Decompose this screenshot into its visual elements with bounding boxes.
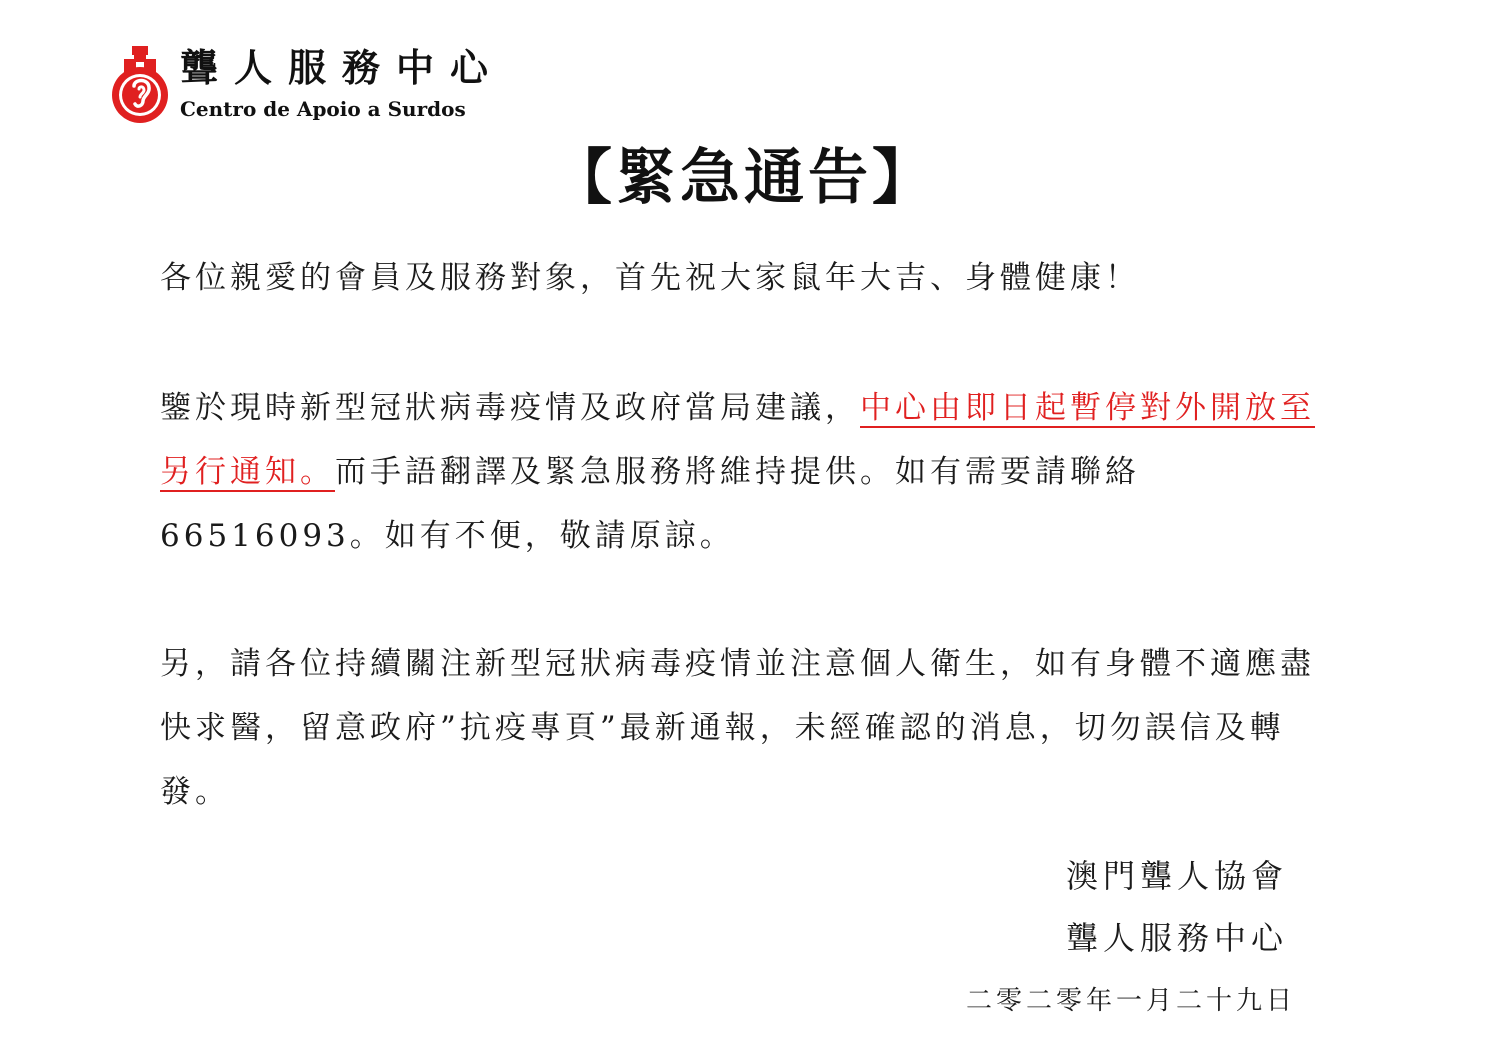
signature-org-center: 聾人服務中心 <box>1065 919 1288 957</box>
greeting-paragraph: 各位親愛的會員及服務對象，首先祝大家鼠年大吉、身體健康！ <box>160 260 1140 296</box>
logo-name-chinese: 聾人服務中心 <box>180 46 505 90</box>
closure-intro-text: 鑒於現時新型冠狀病毒疫情及政府當局建議， <box>160 390 860 426</box>
organization-logo <box>110 42 510 127</box>
notice-date: 二零二零年一月二十九日 <box>965 986 1296 1016</box>
logo-name-portuguese: Centro de Apoio a Surdos <box>180 97 466 121</box>
signature-org-association: 澳門聾人協會 <box>1065 857 1288 895</box>
notice-title: 【緊急通告】 <box>552 143 936 213</box>
ear-tower-logo-icon <box>110 46 170 124</box>
closure-highlight-text: 中心由即日起暫停對外開放至另行通知。 <box>160 390 1315 490</box>
hygiene-paragraph: 另，請各位持續關注新型冠狀病毒疫情並注意個人衛生，如有身體不適應盡快求醫，留意政府”抗疫專頁”最新通報，未經確認的消息，切勿誤信及轉發。 <box>160 646 1315 810</box>
closure-rest-text: 而手語翻譯及緊急服務將維持提供。如有需要請聯絡 66516093。如有不便，敬請原諒。 <box>160 454 1140 554</box>
closure-paragraph <box>160 376 1340 568</box>
